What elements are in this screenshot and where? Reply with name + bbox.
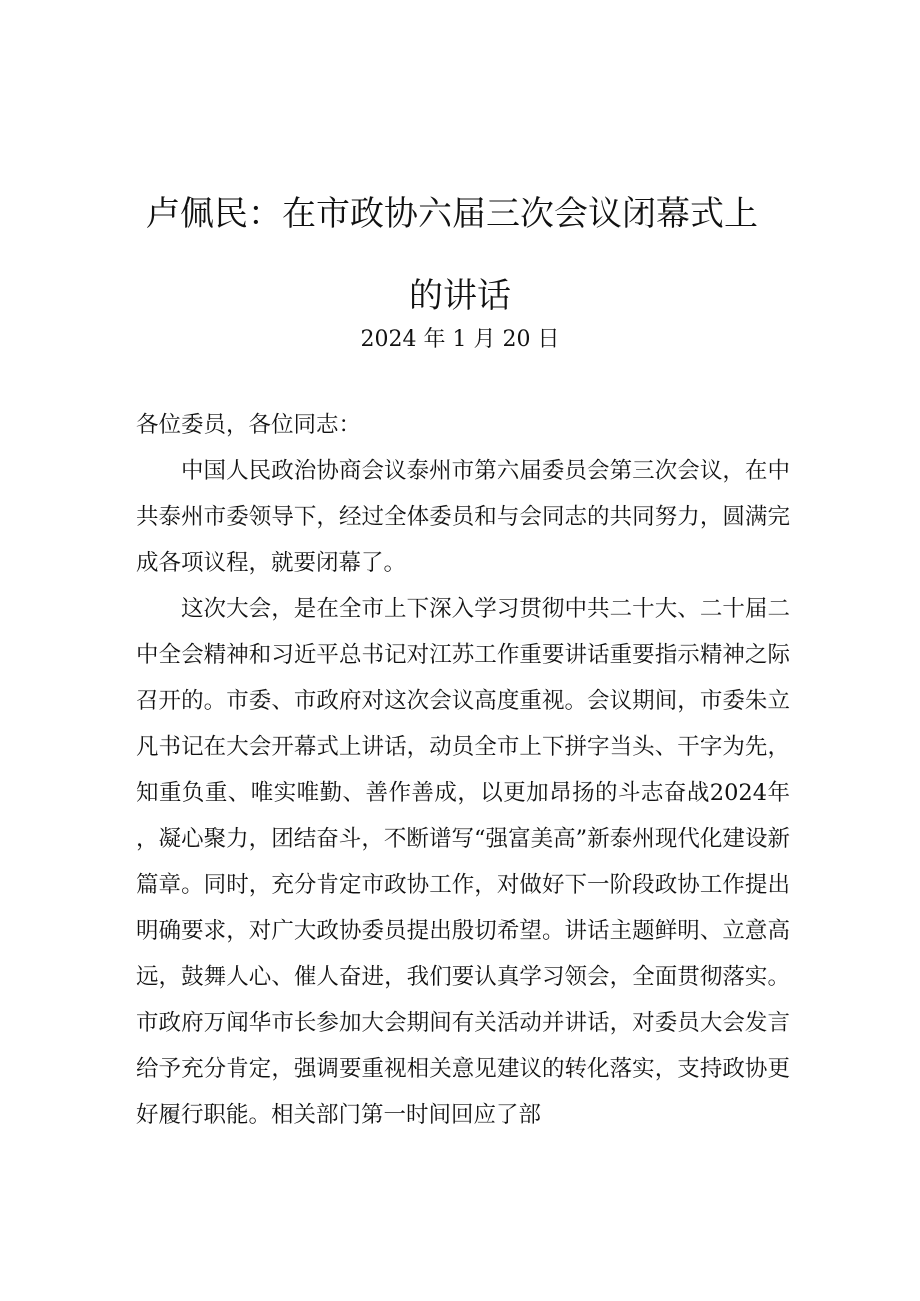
document-body — [136, 402, 790, 1138]
paragraph-1: 中国人民政治协商会议泰州市第六届委员会第三次会议，在中共泰州市委领导下，经过全体委员和与会同志的共同努力，圆满完成各项议程，就要闭幕了。 — [136, 458, 790, 576]
salutation: 各位委员，各位同志： — [136, 412, 362, 438]
document-title-line-2: 的讲话 — [409, 276, 511, 316]
paragraph-2: 这次大会，是在全市上下深入学习贯彻中共二十大、二十届二中全会精神和习近平总书记对江苏工作重要讲话重要指示精神之际召开的。市委、市政府对这次会议高度重视。会议期间，市委朱立凡书记在大会开幕式上讲话，动员全市上下拼字当头、干字为先，知重负重、唯实唯勤、善作善成，以更加昂扬的斗志奋战2024年，凝心聚力，团结奋斗，不断谱写“强富美高”新泰州现代化建设新篇章。同时，充分肯定市政协工作，对做好下一阶段政协工作提出明确要求，对广大政协委员提出殷切希望。讲话主题鲜明、立意高远，鼓舞人心、催人奋进，我们要认真学习领会，全面贯彻落实。市政府万闻华市长参加大会期间有关活动并讲话，对委员大会发言给予充分肯定，强调要重视相关意见建议的转化落实，支持政协更好履行职能。相关部门第一时间回应了部 — [136, 596, 790, 1128]
document-title-line-1: 卢佩民：在市政协六届三次会议闭幕式上 — [146, 194, 758, 234]
document-date: 2024 年 1 月 20 日 — [360, 327, 560, 352]
